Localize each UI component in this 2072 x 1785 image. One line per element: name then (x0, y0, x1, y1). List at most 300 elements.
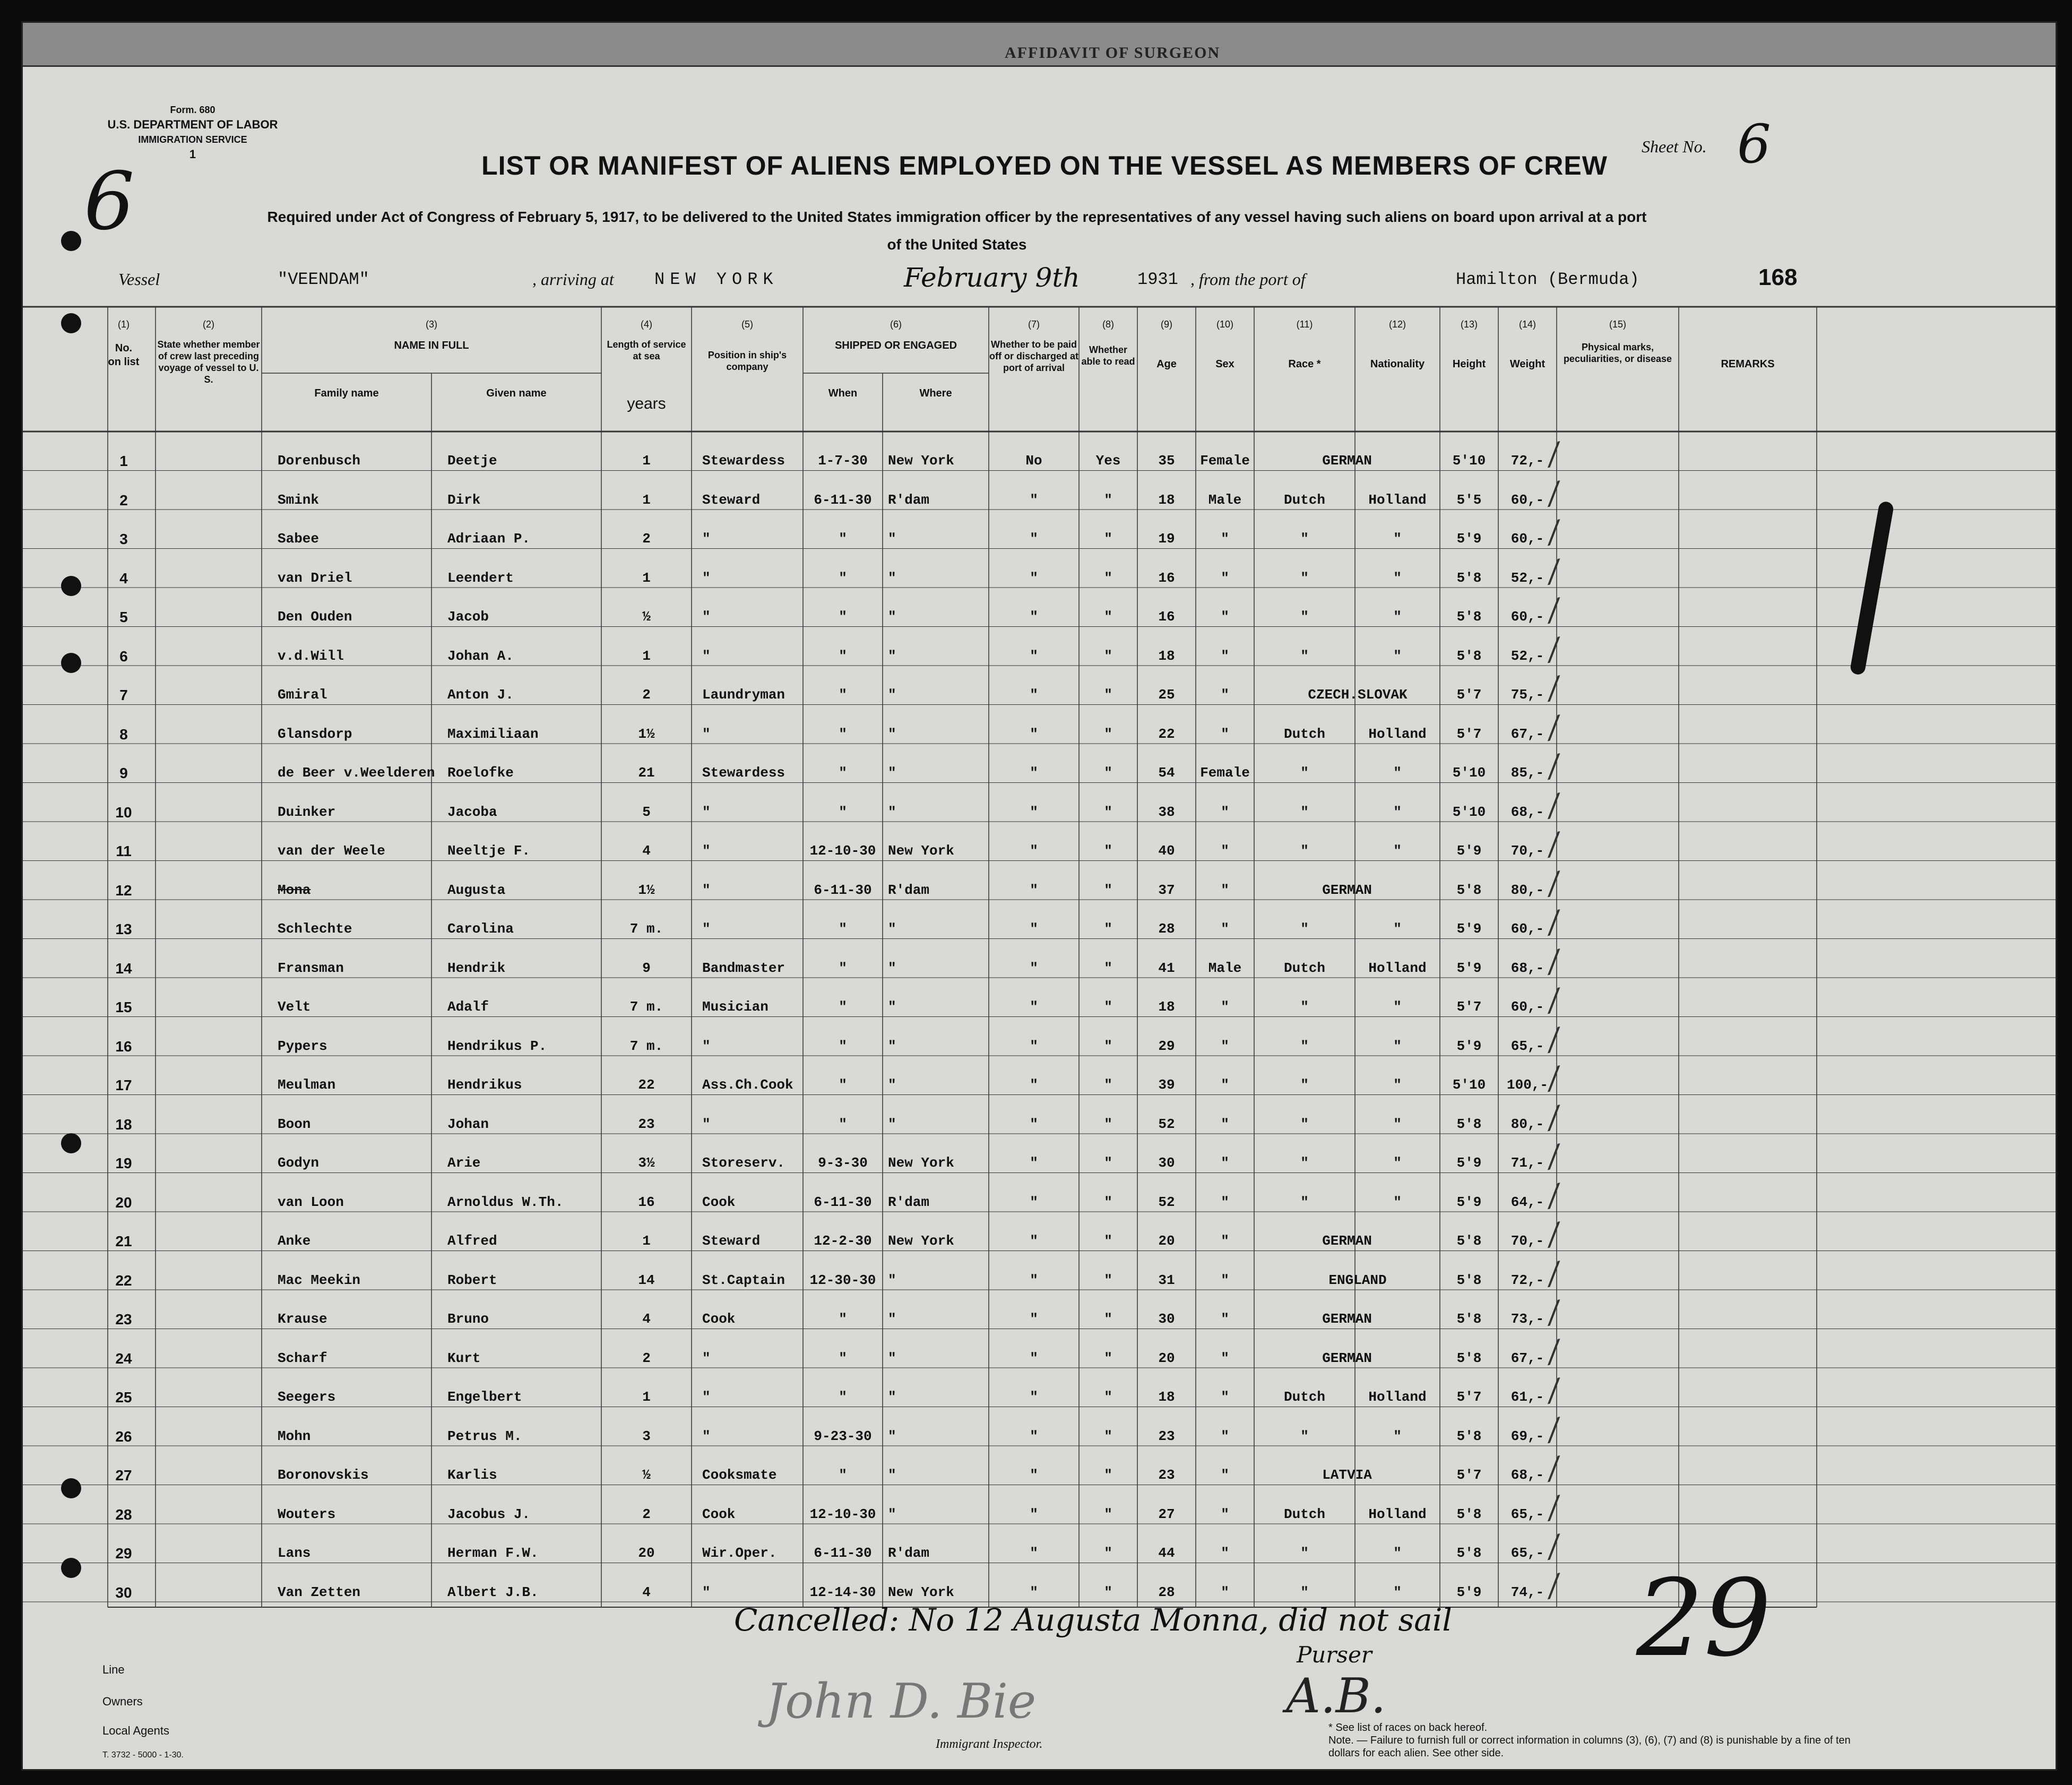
cell-race: " (1300, 1077, 1309, 1093)
check-mark-icon: ⁄ (1548, 514, 1560, 553)
cell-age: 16 (1158, 609, 1175, 625)
cell-given-name: Deetje (447, 453, 497, 469)
cell-age: 52 (1158, 1116, 1175, 1132)
cell-nationality: " (1393, 843, 1402, 859)
cell-sex: " (1221, 726, 1229, 742)
cell-nationality: " (1393, 648, 1402, 664)
cell-family-name: Lans (278, 1545, 311, 1561)
check-mark-icon: ⁄ (1548, 1334, 1560, 1372)
sheet-number-value: 6 (1737, 113, 1771, 175)
cell-family-name: Pypers (278, 1038, 327, 1054)
cell-shipped-when: 12-30-30 (809, 1272, 876, 1288)
header-sex: Sex (1215, 358, 1234, 370)
cell-sex: " (1221, 1389, 1229, 1405)
cell-row-number: 26 (115, 1428, 132, 1445)
cell-weight: 60,- (1510, 609, 1544, 625)
cell-weight: 67,- (1510, 726, 1544, 742)
check-mark-icon: ⁄ (1548, 748, 1560, 787)
cell-weight: 61,- (1510, 1389, 1544, 1405)
subtitle (108, 203, 1806, 258)
cell-race: Dutch (1283, 726, 1325, 742)
header-age: Age (1156, 358, 1177, 370)
cell-age: 20 (1158, 1350, 1175, 1366)
subtitle-line-1: Required under Act of Congress of February 5, 1917, to be delivered to the United States immigration officer by the representatives of any vessel having such aliens on board upon arrival at a port (267, 209, 1647, 225)
cell-row-number: 25 (115, 1389, 132, 1405)
cell-age: 38 (1158, 804, 1175, 820)
header-where: Where (919, 387, 952, 399)
header-when: When (828, 387, 858, 399)
cell-weight: 85,- (1510, 765, 1544, 781)
cell-shipped-when: " (839, 804, 847, 820)
binder-hole (61, 1478, 81, 1498)
from-port-label: , from the port of (1190, 270, 1306, 289)
cell-row-number: 21 (115, 1233, 132, 1249)
cell-age: 41 (1158, 960, 1175, 976)
cell-position: Cook (702, 1194, 736, 1210)
colnum-13: (13) (1460, 319, 1478, 330)
header-remarks: REMARKS (1721, 358, 1775, 370)
cell-shipped-when: " (839, 687, 847, 703)
colnum-4: (4) (641, 319, 652, 330)
header-state-whether: State whether member of crew last preceding voyage of vessel to U. S. (157, 339, 260, 385)
cell-position: Wir.Oper. (702, 1545, 777, 1561)
cell-given-name: Leendert (447, 570, 514, 586)
cell-row-number: 13 (115, 921, 132, 937)
cell-family-name: Velt (278, 999, 311, 1015)
cell-paid-off: " (1030, 1233, 1038, 1249)
cell-race: ENGLAND (1328, 1272, 1387, 1288)
cell-row-number: 17 (115, 1077, 132, 1093)
cell-position: Steward (702, 1233, 761, 1249)
cell-height: 5'8 (1456, 1506, 1482, 1522)
cell-sex: " (1221, 1116, 1229, 1132)
check-mark-icon: ⁄ (1548, 632, 1560, 669)
check-mark-icon: ⁄ (1548, 1451, 1560, 1489)
agents-label: Local Agents (102, 1724, 169, 1737)
cell-row-number: 29 (115, 1545, 132, 1562)
cell-age: 28 (1158, 1584, 1175, 1600)
cell-weight: 67,- (1510, 1350, 1544, 1366)
check-mark-icon: ⁄ (1548, 1568, 1560, 1606)
handwritten-sheet-mark: 6 (84, 156, 135, 248)
cell-family-name: Dorenbusch (278, 453, 361, 469)
cell-weight: 100,- (1506, 1077, 1548, 1093)
cell-nationality: " (1393, 765, 1402, 781)
cell-weight: 80,- (1510, 882, 1544, 898)
cell-shipped-when: 6-11-30 (814, 1194, 872, 1210)
cell-position: " (702, 1389, 711, 1405)
check-mark-icon: ⁄ (1548, 866, 1560, 903)
cell-able-to-read: " (1104, 1077, 1112, 1093)
cell-race: Dutch (1283, 960, 1325, 976)
cell-shipped-when: 6-11-30 (814, 882, 872, 898)
cell-position: Ass.Ch.Cook (702, 1077, 793, 1093)
binder-hole (61, 1558, 81, 1578)
header-years: years (627, 395, 666, 412)
cell-position: Cook (702, 1506, 736, 1522)
cell-sex: " (1221, 1584, 1229, 1600)
cell-shipped-where: " (888, 648, 896, 664)
cell-weight: 65,- (1510, 1506, 1544, 1522)
cell-shipped-where: R'dam (888, 491, 930, 508)
cell-family-name: v.d.Will (278, 648, 344, 664)
line-label: Line (102, 1663, 125, 1676)
cell-service-length: 1 (642, 1389, 651, 1405)
cell-family-name: Sabee (278, 531, 320, 547)
cell-nationality: Holland (1368, 1506, 1427, 1522)
cell-weight: 70,- (1510, 1233, 1544, 1249)
cell-able-to-read: " (1104, 491, 1112, 508)
header-length-service: Length of service at sea (607, 339, 686, 361)
cell-height: 5'9 (1456, 960, 1482, 976)
cell-paid-off: " (1030, 1428, 1038, 1444)
cell-race: " (1300, 1194, 1309, 1210)
cell-height: 5'8 (1456, 1311, 1482, 1327)
departure-port: Hamilton (Bermuda) (1456, 270, 1639, 289)
cell-sex: " (1221, 570, 1229, 586)
cell-given-name: Adriaan P. (447, 531, 531, 547)
cell-position: Stewardess (702, 453, 785, 469)
cell-able-to-read: " (1104, 843, 1112, 859)
cell-position: Bandmaster (702, 960, 785, 976)
cell-sex: " (1221, 1272, 1229, 1288)
cell-able-to-read: " (1104, 609, 1112, 625)
check-mark-icon: ⁄ (1548, 1100, 1560, 1137)
cell-shipped-when: 12-2-30 (814, 1233, 872, 1249)
cell-nationality: " (1393, 1038, 1402, 1054)
cell-given-name: Jacobus J. (447, 1506, 531, 1522)
cell-paid-off: " (1030, 648, 1038, 664)
colnum-14: (14) (1518, 319, 1536, 330)
colnum-6: (6) (890, 319, 902, 330)
colnum-8: (8) (1102, 319, 1114, 330)
cell-sex: " (1221, 531, 1229, 547)
header-name-in-full: NAME IN FULL (394, 340, 469, 351)
cell-weight: 71,- (1510, 1155, 1544, 1171)
cell-paid-off: " (1030, 1545, 1038, 1561)
cell-given-name: Johan (447, 1116, 489, 1132)
cell-able-to-read: " (1104, 1584, 1112, 1600)
top-strip-text: AFFIDAVIT OF SURGEON (1005, 44, 1221, 62)
cell-sex: " (1221, 1506, 1229, 1522)
cell-age: 18 (1158, 648, 1175, 664)
vessel-label: Vessel (118, 270, 160, 289)
cell-race: " (1300, 1584, 1309, 1600)
cell-race: GERMAN (1322, 1233, 1372, 1249)
cell-row-number: 5 (119, 609, 128, 625)
cell-service-length: 3½ (638, 1155, 655, 1171)
cell-shipped-where: " (888, 1116, 896, 1132)
cell-age: 22 (1158, 726, 1175, 742)
cell-family-name: Scharf (278, 1350, 327, 1366)
cell-position: " (702, 843, 711, 859)
cell-position: " (702, 1350, 711, 1366)
cell-sex: " (1221, 1155, 1229, 1171)
subtitle-line-2: of the United States (887, 236, 1027, 253)
cell-row-number: 4 (119, 570, 128, 587)
cell-given-name: Kurt (447, 1350, 481, 1366)
cell-height: 5'9 (1456, 843, 1482, 859)
cell-sex: " (1221, 882, 1229, 898)
cell-age: 19 (1158, 531, 1175, 547)
check-mark-icon: ⁄ (1548, 1412, 1560, 1450)
cell-able-to-read: " (1104, 531, 1112, 547)
cell-shipped-when: " (839, 726, 847, 742)
cell-able-to-read: " (1104, 1428, 1112, 1444)
cell-age: 54 (1158, 765, 1175, 781)
cell-sex: " (1221, 1077, 1229, 1093)
cell-paid-off: " (1030, 999, 1038, 1015)
cell-able-to-read: " (1104, 921, 1112, 937)
cell-nationality: " (1393, 1428, 1402, 1444)
cell-position: " (702, 1116, 711, 1132)
cell-sex: " (1221, 1233, 1229, 1249)
cell-row-number: 6 (119, 648, 128, 665)
cell-service-length: 20 (638, 1545, 655, 1561)
footnote-penalty: Note. — Failure to furnish full or correct information in columns (3), (6), (7) and (8) is punishable by a fine of ten dollars for each alien. See other side. (1328, 1735, 1851, 1759)
cell-shipped-where: New York (888, 1155, 954, 1171)
cell-paid-off: " (1030, 1467, 1038, 1483)
check-mark-icon: ⁄ (1548, 1373, 1560, 1411)
cell-shipped-where: " (888, 531, 896, 547)
cell-able-to-read: " (1104, 648, 1112, 664)
cell-race: " (1300, 531, 1309, 547)
footnote-races: * See list of races on back hereof. (1328, 1722, 1488, 1734)
cell-family-name: Glansdorp (278, 726, 352, 742)
cell-age: 18 (1158, 1389, 1175, 1405)
cell-position: " (702, 1038, 711, 1054)
check-mark-icon: ⁄ (1548, 436, 1560, 475)
cell-weight: 73,- (1510, 1311, 1544, 1327)
cell-paid-off: " (1030, 570, 1038, 586)
cell-age: 30 (1158, 1311, 1175, 1327)
cell-shipped-where: " (888, 1467, 896, 1483)
cell-shipped-when: 12-14-30 (809, 1584, 876, 1600)
cell-age: 20 (1158, 1233, 1175, 1249)
colnum-15: (15) (1609, 319, 1626, 330)
binder-hole (61, 653, 81, 673)
cell-service-length: 4 (642, 843, 651, 859)
cell-nationality: " (1393, 609, 1402, 625)
form-block-mark: 1 (189, 148, 196, 161)
cell-weight: 65,- (1510, 1038, 1544, 1054)
cell-paid-off: " (1030, 531, 1038, 547)
cell-height: 5'7 (1456, 1389, 1482, 1405)
cell-height: 5'8 (1456, 609, 1482, 625)
cell-weight: 72,- (1510, 1272, 1544, 1288)
cell-weight: 80,- (1510, 1116, 1544, 1132)
cell-paid-off: " (1030, 960, 1038, 976)
cell-weight: 74,- (1510, 1584, 1544, 1600)
cell-age: 31 (1158, 1272, 1175, 1288)
cell-race: " (1300, 1545, 1309, 1561)
cell-position: Cooksmate (702, 1467, 777, 1483)
cell-height: 5'9 (1456, 1038, 1482, 1054)
cell-given-name: Petrus M. (447, 1428, 522, 1444)
cell-race: " (1300, 1038, 1309, 1054)
arrival-date: February 9th (904, 262, 1080, 293)
cell-shipped-where: " (888, 1272, 896, 1288)
cell-height: 5'9 (1456, 921, 1482, 937)
check-mark-icon: ⁄ (1548, 788, 1560, 825)
cell-able-to-read: " (1104, 1467, 1112, 1483)
cell-family-name: van Loon (278, 1194, 344, 1210)
cell-paid-off: " (1030, 1038, 1038, 1054)
cell-shipped-when: 6-11-30 (814, 491, 872, 508)
cell-sex: " (1221, 1038, 1229, 1054)
cell-given-name: Jacob (447, 609, 489, 625)
cell-shipped-when: " (839, 609, 847, 625)
cell-paid-off: " (1030, 1506, 1038, 1522)
cell-row-number: 20 (115, 1194, 132, 1211)
cell-nationality: " (1393, 570, 1402, 586)
cell-service-length: 2 (642, 1506, 651, 1522)
cell-row-number: 14 (115, 960, 132, 977)
arriving-label: , arriving at (532, 270, 614, 289)
inspector-label: Immigrant Inspector. (936, 1737, 1043, 1751)
cell-row-number: 23 (115, 1311, 132, 1327)
cell-paid-off: " (1030, 1155, 1038, 1171)
check-mark-icon: ⁄ (1548, 1295, 1560, 1333)
cell-row-number: 1 (119, 453, 128, 469)
cell-weight: 52,- (1510, 648, 1544, 664)
cell-race: " (1300, 843, 1309, 859)
cell-race: " (1300, 1155, 1309, 1171)
cell-family-name: de Beer v.Weelderen (278, 765, 435, 781)
cell-row-number: 30 (115, 1584, 132, 1601)
cell-age: 27 (1158, 1506, 1175, 1522)
cell-given-name: Neeltje F. (447, 843, 531, 859)
colnum-3: (3) (426, 319, 437, 330)
cell-given-name: Engelbert (447, 1389, 522, 1405)
colnum-1: (1) (118, 319, 130, 330)
cell-shipped-where: " (888, 726, 896, 742)
cell-shipped-where: " (888, 1350, 896, 1366)
footnote (1328, 1721, 1859, 1760)
cell-weight: 60,- (1510, 491, 1544, 508)
cell-shipped-where: " (888, 1038, 896, 1054)
cell-weight: 72,- (1510, 453, 1544, 469)
cell-age: 40 (1158, 843, 1175, 859)
cell-position: " (702, 531, 711, 547)
cell-sex: " (1221, 687, 1229, 703)
cell-height: 5'8 (1456, 1116, 1482, 1132)
cell-able-to-read: " (1104, 960, 1112, 976)
form-block (102, 102, 283, 162)
officer-signature: A.B. (1286, 1668, 1386, 1724)
cell-age: 18 (1158, 999, 1175, 1015)
cell-age: 52 (1158, 1194, 1175, 1210)
cell-height: 5'9 (1456, 531, 1482, 547)
cell-row-number: 22 (115, 1272, 132, 1289)
header-physical: Physical marks, peculiarities, or disease (1563, 342, 1672, 364)
cell-weight: 60,- (1510, 999, 1544, 1015)
colnum-10: (10) (1216, 319, 1233, 330)
cell-shipped-where: New York (888, 1584, 954, 1600)
check-mark-icon: ⁄ (1548, 1139, 1560, 1177)
cell-nationality: Holland (1368, 1389, 1427, 1405)
cell-nationality: Holland (1368, 491, 1427, 508)
inspector-signature: John D. Bie (766, 1674, 1037, 1729)
cell-position: Laundryman (702, 687, 785, 703)
cell-height: 5'10 (1452, 804, 1486, 820)
cell-service-length: 1 (642, 491, 651, 508)
cell-height: 5'8 (1456, 882, 1482, 898)
cell-paid-off: " (1030, 609, 1038, 625)
colnum-11: (11) (1296, 319, 1313, 330)
binder-hole (61, 231, 81, 251)
cell-shipped-when: " (839, 1077, 847, 1093)
cell-position: " (702, 570, 711, 586)
cell-shipped-where: " (888, 1428, 896, 1444)
cell-shipped-where: " (888, 609, 896, 625)
cell-given-name: Carolina (447, 921, 514, 937)
cell-shipped-when: 6-11-30 (814, 1545, 872, 1561)
cell-family-name: Mac Meekin (278, 1272, 361, 1288)
cell-family-name: Schlechte (278, 921, 352, 937)
cell-given-name: Anton J. (447, 687, 514, 703)
cell-row-number: 2 (119, 491, 128, 508)
cell-able-to-read: " (1104, 765, 1112, 781)
cell-position: " (702, 921, 711, 937)
cell-sex: " (1221, 921, 1229, 937)
cell-height: 5'8 (1456, 1350, 1482, 1366)
cell-position: " (702, 1428, 711, 1444)
cell-able-to-read: " (1104, 726, 1112, 742)
cell-given-name: Johan A. (447, 648, 514, 664)
cell-service-length: 1½ (638, 726, 655, 742)
cell-race: " (1300, 765, 1309, 781)
cell-height: 5'7 (1456, 999, 1482, 1015)
cell-shipped-when: " (839, 921, 847, 937)
cell-sex: " (1221, 804, 1229, 820)
cell-position: " (702, 882, 711, 898)
header-able-read: Whether able to read (1081, 344, 1135, 367)
colnum-2: (2) (203, 319, 214, 330)
cell-row-number: 15 (115, 999, 132, 1015)
cell-row-number: 12 (115, 882, 132, 899)
cell-family-name: Gmiral (278, 687, 327, 703)
cell-able-to-read: " (1104, 1506, 1112, 1522)
owners-label: Owners (102, 1695, 143, 1708)
cell-able-to-read: " (1104, 999, 1112, 1015)
cell-able-to-read: " (1104, 882, 1112, 898)
cell-age: 29 (1158, 1038, 1175, 1054)
cell-service-length: ½ (642, 1467, 651, 1483)
cell-position: " (702, 609, 711, 625)
cell-shipped-when: " (839, 1467, 847, 1483)
cell-race: " (1300, 570, 1309, 586)
cell-race: GERMAN (1322, 1311, 1372, 1327)
cell-height: 5'7 (1456, 726, 1482, 742)
header-family-name: Family name (314, 387, 379, 399)
cell-height: 5'10 (1452, 765, 1486, 781)
check-mark-icon: ⁄ (1548, 1022, 1560, 1059)
cell-service-length: 9 (642, 960, 651, 976)
cell-row-number: 24 (115, 1350, 132, 1367)
cell-height: 5'5 (1456, 491, 1482, 508)
cell-age: 16 (1158, 570, 1175, 586)
cell-given-name: Jacoba (447, 804, 497, 820)
cell-family-name: Godyn (278, 1155, 320, 1171)
cell-row-number: 9 (119, 765, 128, 781)
cell-shipped-when: " (839, 648, 847, 664)
check-mark-icon: ⁄ (1548, 670, 1560, 709)
cell-shipped-where: " (888, 960, 896, 976)
check-mark-icon: ⁄ (1548, 1529, 1560, 1567)
cell-paid-off: " (1030, 921, 1038, 937)
binder-hole (61, 1133, 81, 1153)
